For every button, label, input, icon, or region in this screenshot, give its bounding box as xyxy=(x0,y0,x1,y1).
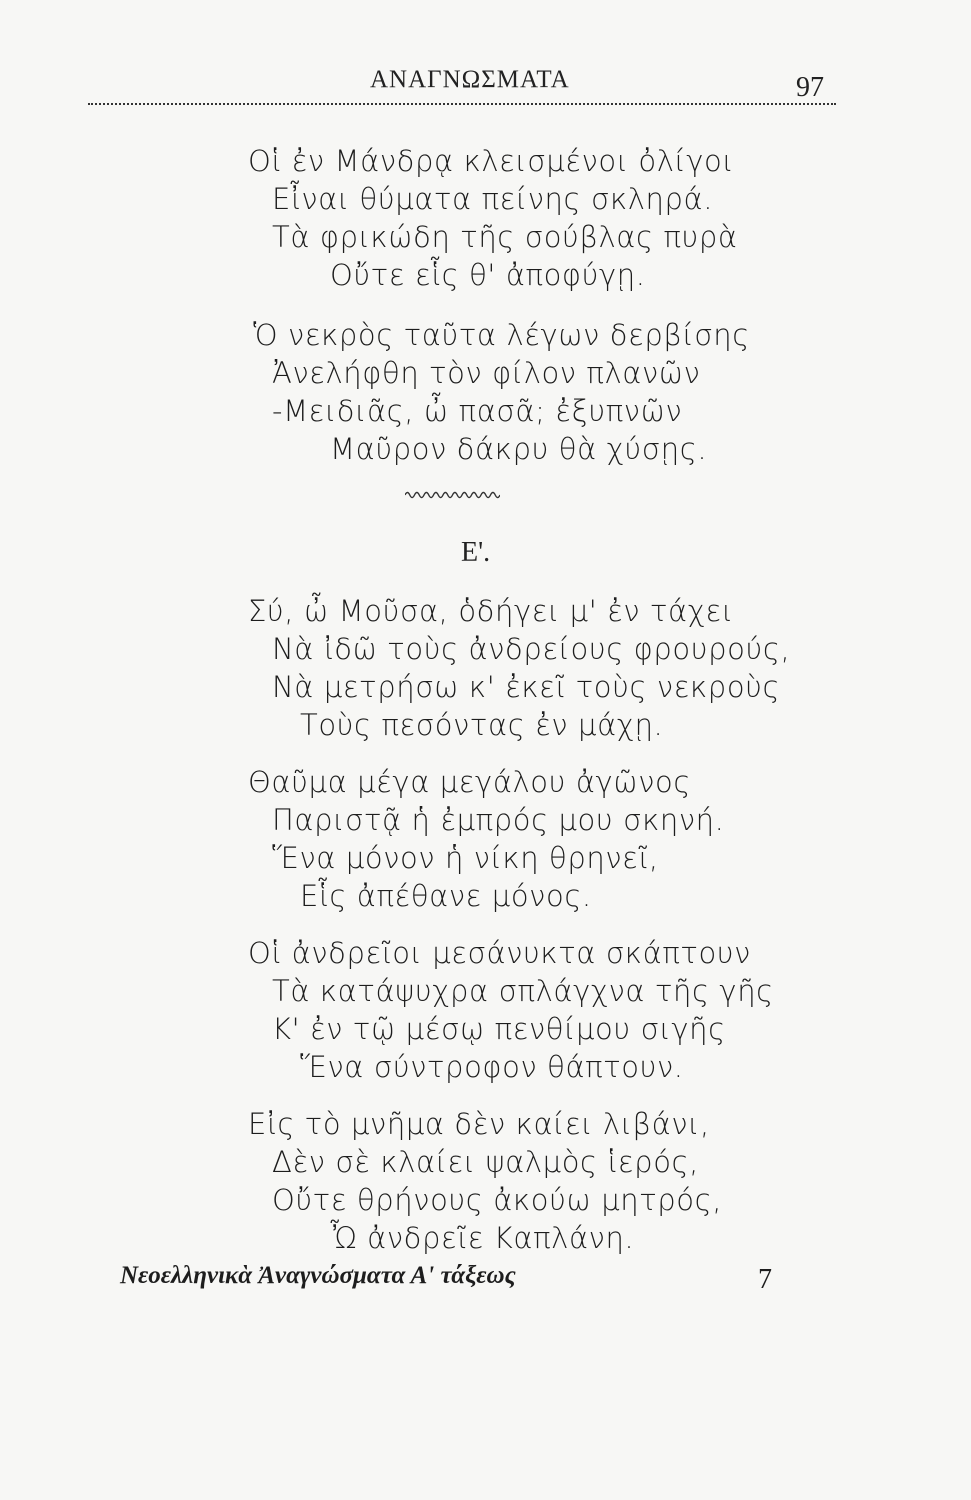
verse-line: Σύ, ὦ Μοῦσα, ὁδήγει μ' ἐν τάχει xyxy=(248,594,734,628)
verse-line: Παριστᾷ ἡ ἐμπρός μου σκηνή. xyxy=(272,803,725,837)
verse-line: Ἕνα σύντροφον θάπτουν. xyxy=(300,1050,684,1084)
verse-line: Οἱ ἀνδρεῖοι μεσάνυκτα σκάπτουν xyxy=(248,936,751,970)
verse-line: -Μειδιᾶς, ὦ πασᾶ; ἐξυπνῶν xyxy=(272,394,683,428)
verse-line: Νὰ μετρήσω κ' ἐκεῖ τοὺς νεκροὺς xyxy=(272,670,781,704)
verse-line: Μαῦρον δάκρυ θὰ χύσῃς. xyxy=(330,432,708,466)
verse-line: Οἱ ἐν Μάνδρᾳ κλεισμένοι ὀλίγοι xyxy=(248,144,735,178)
verse-line: Τὰ κατάψυχρα σπλάγχνα τῆς γῆς xyxy=(272,974,774,1008)
verse-line: Νὰ ἰδῶ τοὺς ἀνδρείους φρουρούς, xyxy=(272,632,791,666)
verse-line: Εἶναι θύματα πείνης σκληρά. xyxy=(272,182,714,216)
verse-line: Εἰς τὸ μνῆμα δὲν καίει λιβάνι, xyxy=(248,1107,710,1141)
page-number: 97 xyxy=(796,72,824,103)
verse-line: Ὁ νεκρὸς ταῦτα λέγων δερβίσης xyxy=(253,318,750,352)
running-title: ΑΝΑΓΝΩΣΜΑΤΑ xyxy=(370,66,570,93)
verse-line: Οὔτε θρήνους ἀκούω μητρός, xyxy=(272,1183,723,1217)
verse-line: Κ' ἐν τῷ μέσῳ πενθίμου σιγῆς xyxy=(272,1012,726,1046)
verse-line: Τὰ φρικώδη τῆς σούβλας πυρὰ xyxy=(272,220,738,254)
footer-signature: Νεοελληνικὰ Ἀναγνώσματα Α' τάξεως xyxy=(120,1262,516,1289)
section-heading: Ε'. xyxy=(461,537,491,568)
wavy-divider-ornament xyxy=(405,488,500,502)
verse-line: Εἷς ἀπέθανε μόνος. xyxy=(300,879,592,913)
page-footer xyxy=(0,1262,971,1302)
verse-line: Ὦ ἀνδρεῖε Καπλάνη. xyxy=(330,1221,635,1255)
running-head xyxy=(0,64,971,104)
verse-line: Δὲν σὲ κλαίει ψαλμὸς ἱερός, xyxy=(272,1145,699,1179)
verse-line: Θαῦμα μέγα μεγάλου ἀγῶνος xyxy=(248,765,691,799)
verse-line: Οὔτε εἷς θ' ἀποφύγῃ. xyxy=(330,258,646,292)
verse-line: Ἀνελήφθη τὸν φίλον πλανῶν xyxy=(272,356,701,390)
sheet-number: 7 xyxy=(758,1264,772,1295)
verse-line: Ἕνα μόνον ἡ νίκη θρηνεῖ, xyxy=(272,841,659,875)
verse-line: Τοὺς πεσόντας ἐν μάχῃ. xyxy=(300,708,664,742)
header-rule xyxy=(88,103,836,105)
